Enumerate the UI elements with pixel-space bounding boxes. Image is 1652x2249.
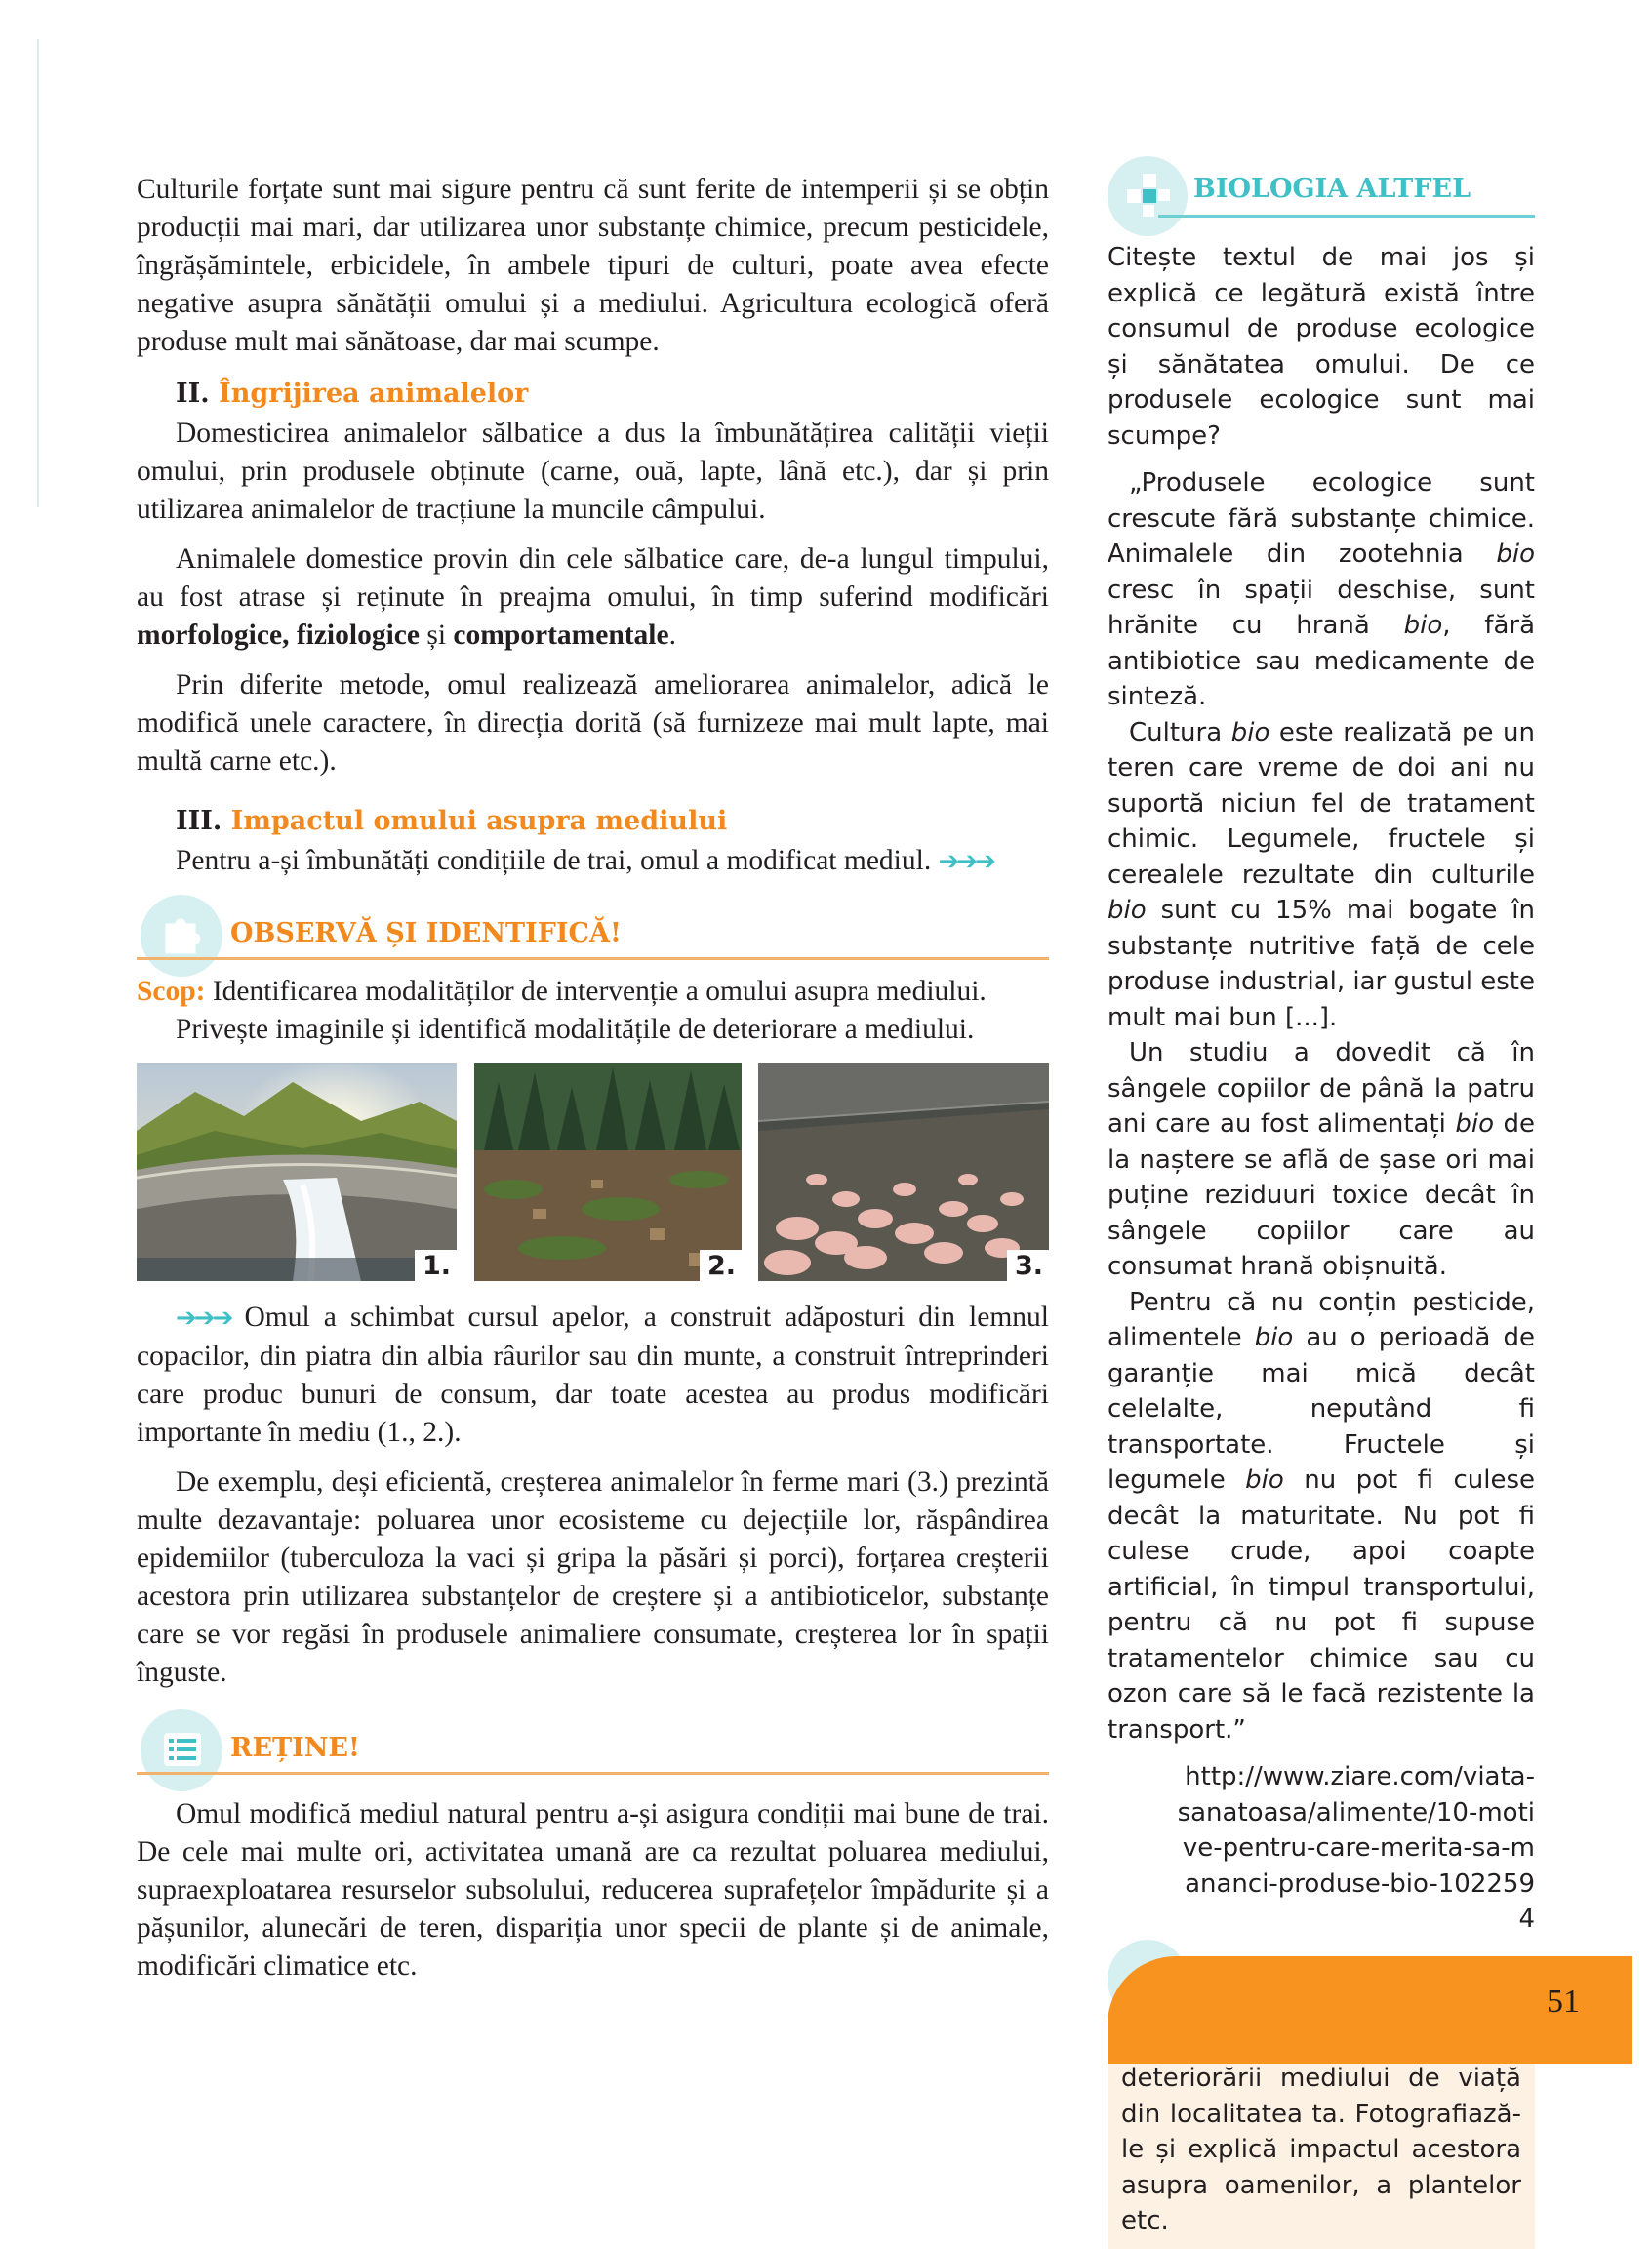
photo-dam — [137, 1063, 457, 1281]
quote-paragraph-1: „Produsele ecologice sunt crescute fără substanțe chimice. Animalele din zootehnia bio cresc în spații deschise, sunt hrănite cu hrană bio, fără antibiotice sau medicamente de sinteză. — [1108, 468, 1535, 711]
portfolio-text: deteriorării mediului de viață din localitatea ta. Fotografiază-le și explică impactul acestora asupra oamenilor, a plantelor etc. — [1121, 2064, 1521, 2235]
sidebar-column — [1108, 164, 1535, 2249]
puzzle-icon — [158, 910, 207, 959]
photo-label-3: 3. — [1007, 1250, 1049, 1281]
paragraph-amelioration: Prin diferite metode, omul realizează ameliorarea animalelor, adică le modifică unele caractere, în direcția dorită (să furnizeze mai mult lapte, mai multă carne etc.). — [137, 669, 1049, 777]
paragraph-impact: Pentru a-și îmbunătăți condițiile de trai, omul a modificat mediul. ➔➔➔ — [176, 845, 993, 876]
retine-banner — [137, 1709, 1049, 1780]
paragraph-origin: Animalele domestice provin din cele sălbatice care, de-a lungul timpului, au fost atrase și reținute în preajma omului, în timp suferind modificări morfologice, fiziologice și comportamentale. — [137, 543, 1049, 651]
paragraph-omul: ➔➔➔ Omul a schimbat cursul apelor, a construit adăposturi din lemnul copacilor, din piatra din albia râurilor sau din munte, a construit întreprinderi care produc bunuri de consum, dar toate acestea au produs modificări importante în mediu (1., 2.). — [137, 1302, 1049, 1448]
photo-pig-farm — [758, 1063, 1049, 1281]
section-heading-2: II. Îngrijirea animalelor — [176, 379, 529, 409]
banner-underline — [137, 957, 1049, 960]
arrows-icon: ➔➔➔ — [938, 847, 993, 876]
page-number-tab — [1108, 1956, 1632, 2064]
arrows-icon: ➔➔➔ — [176, 1304, 231, 1333]
paragraph-priveste: Privește imaginile și identifică modalitățile de deteriorare a mediului. — [176, 1014, 975, 1045]
observa-banner — [137, 895, 1049, 965]
banner-title: REȚINE! — [230, 1733, 360, 1763]
paragraph-retine: Omul modifică mediul natural pentru a-și asigura condiții mai bune de trai. De cele mai multe ori, activitatea umană are ca rezultat poluarea mediului, supraexploatarea resurselor subsolului, reducerea suprafețelor împădurite și a pășunilor, alunecări de teren, dispariția unor specii de plante și de animale, modificări climatice etc. — [137, 1798, 1049, 1982]
quote-paragraph-3: Un studiu a dovedit că în sângele copiilor de până la patru ani care au fost alimentați bio de la naștere se află de șase ori mai puține reziduuri toxice decât în sângele copiilor care au consumat hrană obișnuită. — [1108, 1038, 1535, 1281]
source-link[interactable]: http://www.ziare.com/viata-sanatoasa/alimente/10-motive-pentru-care-merita-sa-mananci-produse-bio-1022594 — [1177, 1762, 1535, 1934]
section-heading-3: III. Impactul omului asupra mediului — [176, 806, 728, 836]
list-icon — [158, 1725, 207, 1774]
paragraph-intro: Culturile forțate sunt mai sigure pentru că sunt ferite de intemperii și se obțin producții mai mari, dar utilizarea unor substanțe chimice, precum pesticidele, îngrășămintele, erbicidele, în ambele tipuri de culturi, poate avea efecte negative asupra sănătății omului și a mediului. Agricultura ecologică oferă produse mult mai sănătoase, dar mai scumpe. — [137, 174, 1049, 357]
scope-line: Scop: Identificarea modalităților de intervenție a omului asupra mediului. — [137, 976, 987, 1007]
quote-paragraph-2: Cultura bio este realizată pe un teren care vreme de doi ani nu suportă niciun fel de tratament chimic. Legumele, fructele și cerealele rezultate din culturile bio sunt cu 15% mai bogate în substanțe nutritive față de cele produse industrial, iar gustul este mult mai bun [...]. — [1108, 717, 1535, 1032]
biologia-altfel-banner — [1108, 164, 1535, 228]
quote-paragraph-4: Pentru că nu conțin pesticide, alimentele bio au o perioadă de garanție mai mică decât celelalte, neputând fi transportate. Fructele și legumele bio nu pot fi culese decât la maturitate. Nu pot fi culese crude, apoi coapte artificial, în timpul transportului, pentru că nu pot fi supuse tratamentelor chimice sau cu ozon care să le facă rezistente la transport.” — [1108, 1287, 1536, 1745]
photo-label-2: 2. — [700, 1250, 742, 1281]
pixel-icon — [1123, 170, 1174, 221]
page-number: 51 — [1547, 1984, 1580, 2020]
banner-underline — [1158, 215, 1535, 218]
photo-label-1: 1. — [415, 1250, 457, 1281]
photo-row — [137, 1063, 1049, 1281]
banner-title: BIOLOGIA ALTFEL — [1193, 174, 1471, 204]
task-text: Citește textul de mai jos și explică ce legătură există între consumul de produse ecologice și sănătatea omului. De ce produsele ecologice sunt mai scumpe? — [1108, 243, 1535, 451]
banner-title: OBSERVĂ ȘI IDENTIFICĂ! — [230, 918, 622, 948]
margin-rule — [37, 39, 39, 507]
banner-underline — [137, 1772, 1049, 1775]
paragraph-exemplu: De exemplu, deși eficientă, creșterea animalelor în ferme mari (3.) prezintă multe dezavantaje: poluarea unor ecosisteme cu dejecțiile lor, răspândirea epidemiilor (tuberculoza la vaci și gripa la păsări și porci), forțarea creșterii acestora prin utilizarea substanțelor de creștere și a antibioticelor, substanțe care se vor regăsi în produsele animaliere consumate, creșterea lor în spații înguste. — [137, 1466, 1049, 1688]
photo-deforestation — [474, 1063, 742, 1281]
paragraph-domestication: Domesticirea animalelor sălbatice a dus la îmbunătățirea calității vieții omului, prin produsele obținute (carne, ouă, lapte, lână etc.), dar și prin utilizarea animalelor de tracțiune la muncile câmpului. — [137, 418, 1049, 525]
main-column — [137, 171, 1049, 1986]
